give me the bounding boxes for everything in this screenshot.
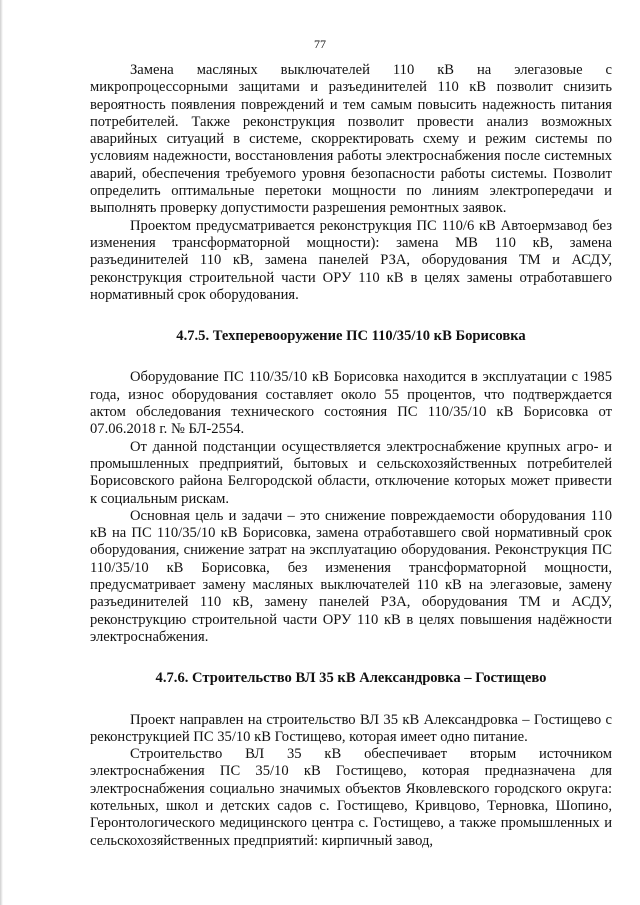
section-heading-4-7-6: 4.7.6. Строительство ВЛ 35 кВ Александровка – Гостищево [155,670,547,687]
scan-edge-shadow [0,0,3,905]
intro-paragraph-2: Проектом предусматривается реконструкция ПС 110/6 кВ Автоермзавод без изменения трансформаторной мощности): замена МВ 110 кВ, замена разъединителей 110 кВ, замена панелей РЗА, оборудования ТМ и АСДУ, реконструкция строительной части ОРУ 110 кВ в целях замены отработавшего нормативный срок оборудования. [90,217,612,303]
section-4-7-6-paragraph-2: Строительство ВЛ 35 кВ обеспечивает вторым источником электроснабжения ПС 35/10 кВ Гостищево, которая предназначена для электроснабжения социально значимых объектов Яковлевского городского округа: котельных, школ и детских садов с. Гостищево, Кривцово, Терновка, Шопино, Геронтологического медицинского центра с. Гостищево, а также промышленных и сельскохозяйственных предприятий: кирпичный завод, [90,746,612,849]
section-4-7-5-paragraph-3: Основная цель и задачи – это снижение повреждаемости оборудования 110 кВ на ПС 110/35/10 кВ Борисовка, замена отработавшего свой нормативный срок оборудования, снижение затрат на эксплуатацию оборудования. Реконструкция ПС 110/35/10 кВ Борисовка, без изменения трансформаторной мощности, предусматривает замену масляных выключателей 110 кВ на элегазовые, замену разъединителей 110 кВ, замену панелей РЗА, оборудования ТМ и АСДУ, реконструкцию строительной части ОРУ 110 кВ в целях повышения надёжности электроснабжения. [90,507,612,645]
intro-paragraph-1: Замена масляных выключателей 110 кВ на элегазовые с микропроцессорными защитами и разъединителей 110 кВ позволит снизить вероятность появления повреждений и тем самым повысить надежность питания потребителей. Также реконструкция позволит провести анализ возможных аварийных ситуаций в системе, скорректировать схему и режим системы по условиям надежности, восстановления работы электроснабжения после системных аварий, обеспечения требуемого уровня безопасности работы системы. Позволит определить оптимальные перетоки мощности по линиям электропередачи и выполнять проверку допустимости разрешения ремонтных заявок. [90,62,612,217]
section-4-7-6-paragraph-1: Проект направлен на строительство ВЛ 35 кВ Александровка – Гостищево с реконструкцией ПС 35/10 кВ Гостищево, которая имеет одно питание. [90,711,612,745]
page-number: 77 [314,37,326,51]
section-heading-4-7-5: 4.7.5. Техперевооружение ПС 110/35/10 кВ Борисовка [176,328,526,345]
section-4-7-5-paragraph-2: От данной подстанции осуществляется электроснабжение крупных агро- и промышленных предприятий, бытовых и сельскохозяйственных потребителей Борисовского района Белгородской области, отключение которых может привести к социальным рискам. [90,438,612,507]
section-4-7-5-paragraph-1: Оборудование ПС 110/35/10 кВ Борисовка находится в эксплуатации с 1985 года, износ оборудования составляет около 55 процентов, что подтверждается актом обследования технического состояния ПС 110/35/10 кВ Борисовка от 07.06.2018 г. № БЛ-2554. [90,369,612,438]
page-body [90,62,612,850]
